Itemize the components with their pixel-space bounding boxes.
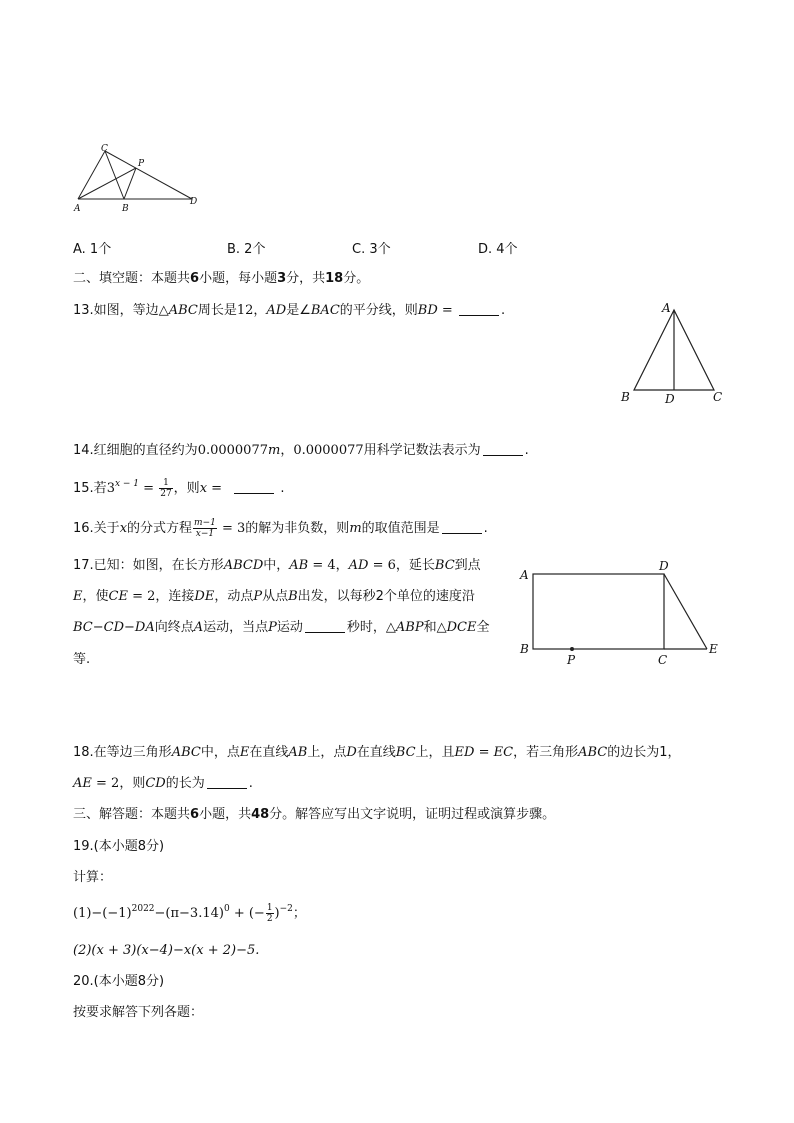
fraction-m-x: $\frac{m-1}{x-1}$ (194, 518, 216, 539)
question-20-intro: 按要求解答下列各题： (73, 1005, 204, 1020)
answer-blank-14[interactable] (483, 443, 523, 456)
fig17-label-p: P (567, 653, 576, 667)
fig12-label-a: A (74, 204, 81, 214)
question-17-line-1: 17.已知：如图，在长方形ABCD中，AB = 4，AD = 6，延长BC到点 (73, 558, 481, 573)
question-13: 13.如图，等边△ABC周长是12，AD是∠BAC的平分线，则BD = . (73, 303, 506, 318)
answer-blank-15[interactable] (234, 481, 274, 494)
answer-blank-18[interactable] (207, 776, 247, 789)
fig13-label-b: B (621, 390, 630, 404)
fig17-label-e: E (709, 642, 718, 656)
question-14: 14.红细胞的直径约为0.0000077m，0.0000077用科学记数法表示为 . (73, 443, 529, 458)
q12-option-b: B. 2个 (227, 242, 266, 257)
fig17-label-b: B (520, 642, 529, 656)
question-17-line-4: 等. (73, 652, 91, 667)
question-17-line-3: BC−CD−DA向终点A运动，当点P运动 秒时，△ABP和△DCE全 (73, 620, 490, 635)
question-20-title: 20.(本小题8分) (73, 974, 165, 989)
answer-blank-13[interactable] (459, 303, 499, 316)
fraction-1-2: $\frac{1}{2}$ (266, 903, 273, 924)
fig17-label-d: D (659, 559, 669, 573)
q12-option-d: D. 4个 (478, 242, 518, 257)
question-19-intro: 计算： (73, 870, 113, 885)
fig12-label-d: D (190, 197, 198, 207)
fraction-1-27: $\frac{1}{27}$ (160, 478, 172, 499)
fig12-label-b: B (122, 204, 129, 214)
point-p (570, 647, 574, 651)
fig13-label-d: D (665, 392, 675, 406)
figure-q17 (518, 560, 728, 670)
question-18-line-2: AE = 2，则CD的长为 . (73, 776, 253, 791)
fig13-label-c: C (713, 390, 723, 404)
question-19-part-1: $(1)-(-1)^{2022}-(\pi-3.14)^0$ + (− $\frac{1}{2}$ )$^{-2}$； (73, 903, 306, 924)
question-17-line-2: E，使CE = 2，连接DE，动点P从点B出发，以每秒2个单位的速度沿 (73, 589, 475, 604)
section2-heading: 二、填空题：本题共6小题，每小题3分，共18分。 (73, 271, 370, 286)
fig13-label-a: A (662, 301, 671, 315)
section3-heading: 三、解答题：本题共6小题，共48分。解答应写出文字说明，证明过程或演算步骤。 (73, 807, 556, 822)
question-18-line-1: 18.在等边三角形ABC中，点E在直线AB上，点D在直线BC上，且ED = EC，若三角形ABC的边长为1， (73, 745, 681, 760)
question-15: 15.若$3^{x - 1}$ = $\frac{1}{27}$ ，则x = . (73, 478, 285, 499)
fig17-label-a: A (520, 568, 529, 582)
question-19-part-2: (2)(x + 3)(x−4)−x(x + 2)−5. (73, 943, 260, 958)
question-19-title: 19.(本小题8分) (73, 839, 165, 854)
fig12-label-c: C (101, 144, 108, 154)
question-16: 16.关于x的分式方程 $\frac{m-1}{x-1}$ = 3的解为非负数，则m的取值范围是 . (73, 518, 488, 539)
q12-option-c: C. 3个 (352, 242, 391, 257)
figure-q13 (620, 300, 730, 410)
figure-q12 (74, 142, 204, 212)
answer-blank-17[interactable] (305, 620, 345, 633)
answer-blank-16[interactable] (442, 521, 482, 534)
q12-option-a: A. 1个 (73, 242, 112, 257)
fig12-label-p: P (138, 159, 145, 169)
fig17-label-c: C (658, 653, 668, 667)
